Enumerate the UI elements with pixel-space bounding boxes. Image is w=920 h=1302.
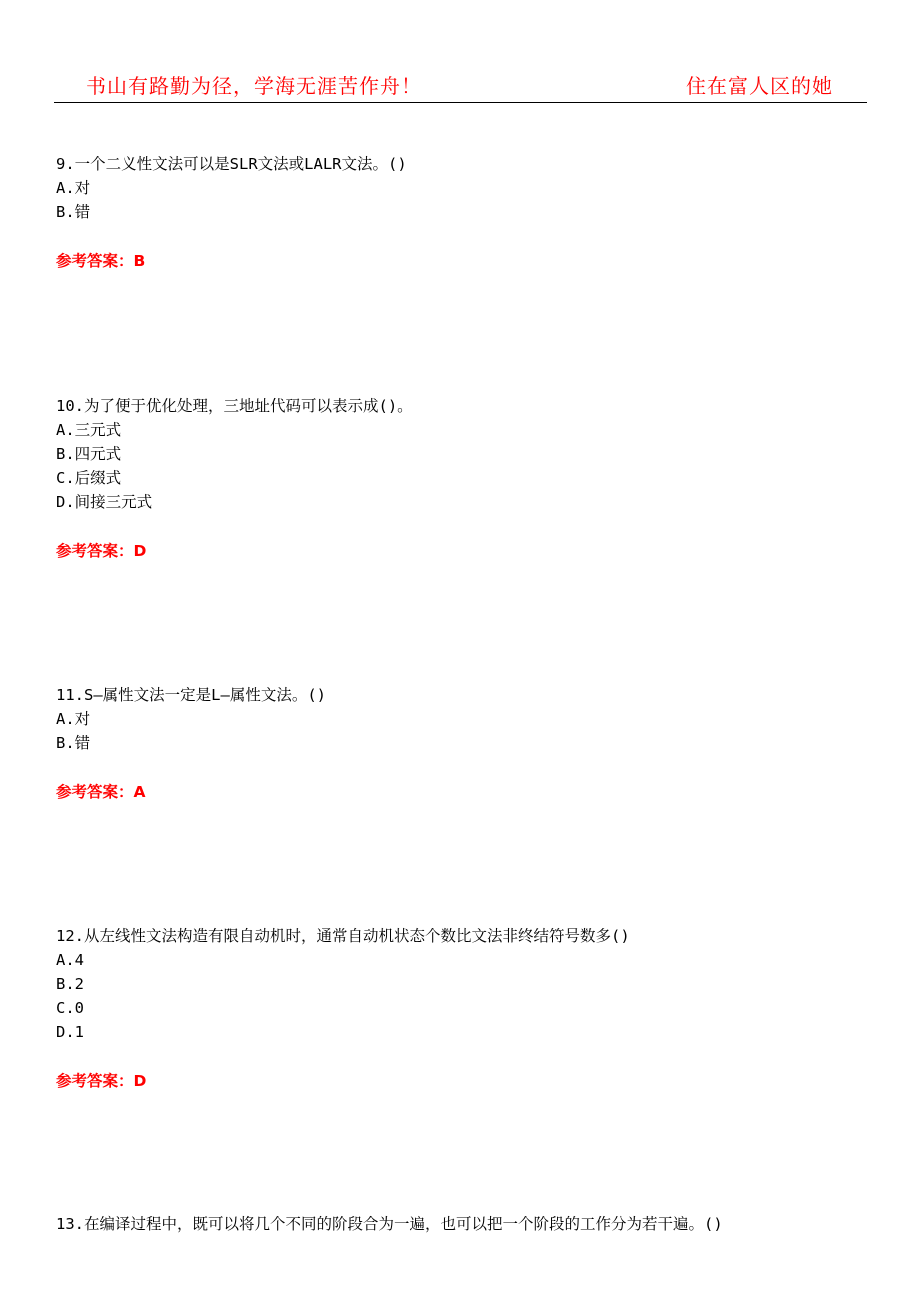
reference-answer: 参考答案：D bbox=[56, 542, 147, 560]
header-divider bbox=[54, 102, 867, 103]
question-stem: 11.S—属性文法一定是L—属性文法。() bbox=[56, 686, 326, 704]
header-motto: 书山有路勤为径，学海无涯苦作舟！ bbox=[86, 74, 422, 98]
option-a: A.三元式 bbox=[56, 421, 122, 439]
question-stem: 12.从左线性文法构造有限自动机时，通常自动机状态个数比文法非终结符号数多() bbox=[56, 927, 630, 945]
question-stem: 10.为了便于优化处理，三地址代码可以表示成()。 bbox=[56, 397, 413, 415]
option-b: B.2 bbox=[56, 975, 84, 993]
question-stem: 9.一个二义性文法可以是SLR文法或LALR文法。() bbox=[56, 155, 407, 173]
option-a: A.对 bbox=[56, 179, 91, 197]
option-c: C.0 bbox=[56, 999, 84, 1017]
option-a: A.4 bbox=[56, 951, 84, 969]
reference-answer: 参考答案：D bbox=[56, 1072, 147, 1090]
option-a: A.对 bbox=[56, 710, 91, 728]
option-c: C.后缀式 bbox=[56, 469, 122, 487]
question-stem: 13.在编译过程中，既可以将几个不同的阶段合为一遍，也可以把一个阶段的工作分为若干遍。() bbox=[56, 1215, 723, 1233]
option-b: B.错 bbox=[56, 203, 91, 221]
option-d: D.间接三元式 bbox=[56, 493, 153, 511]
option-d: D.1 bbox=[56, 1023, 84, 1041]
question-11 bbox=[56, 683, 866, 804]
header-author: 住在富人区的她 bbox=[686, 74, 833, 98]
question-10 bbox=[56, 394, 866, 563]
question-9 bbox=[56, 152, 866, 273]
option-b: B.四元式 bbox=[56, 445, 122, 463]
question-12 bbox=[56, 924, 866, 1093]
reference-answer: 参考答案：A bbox=[56, 783, 146, 801]
option-b: B.错 bbox=[56, 734, 91, 752]
reference-answer: 参考答案：B bbox=[56, 252, 146, 270]
question-13 bbox=[56, 1212, 866, 1236]
